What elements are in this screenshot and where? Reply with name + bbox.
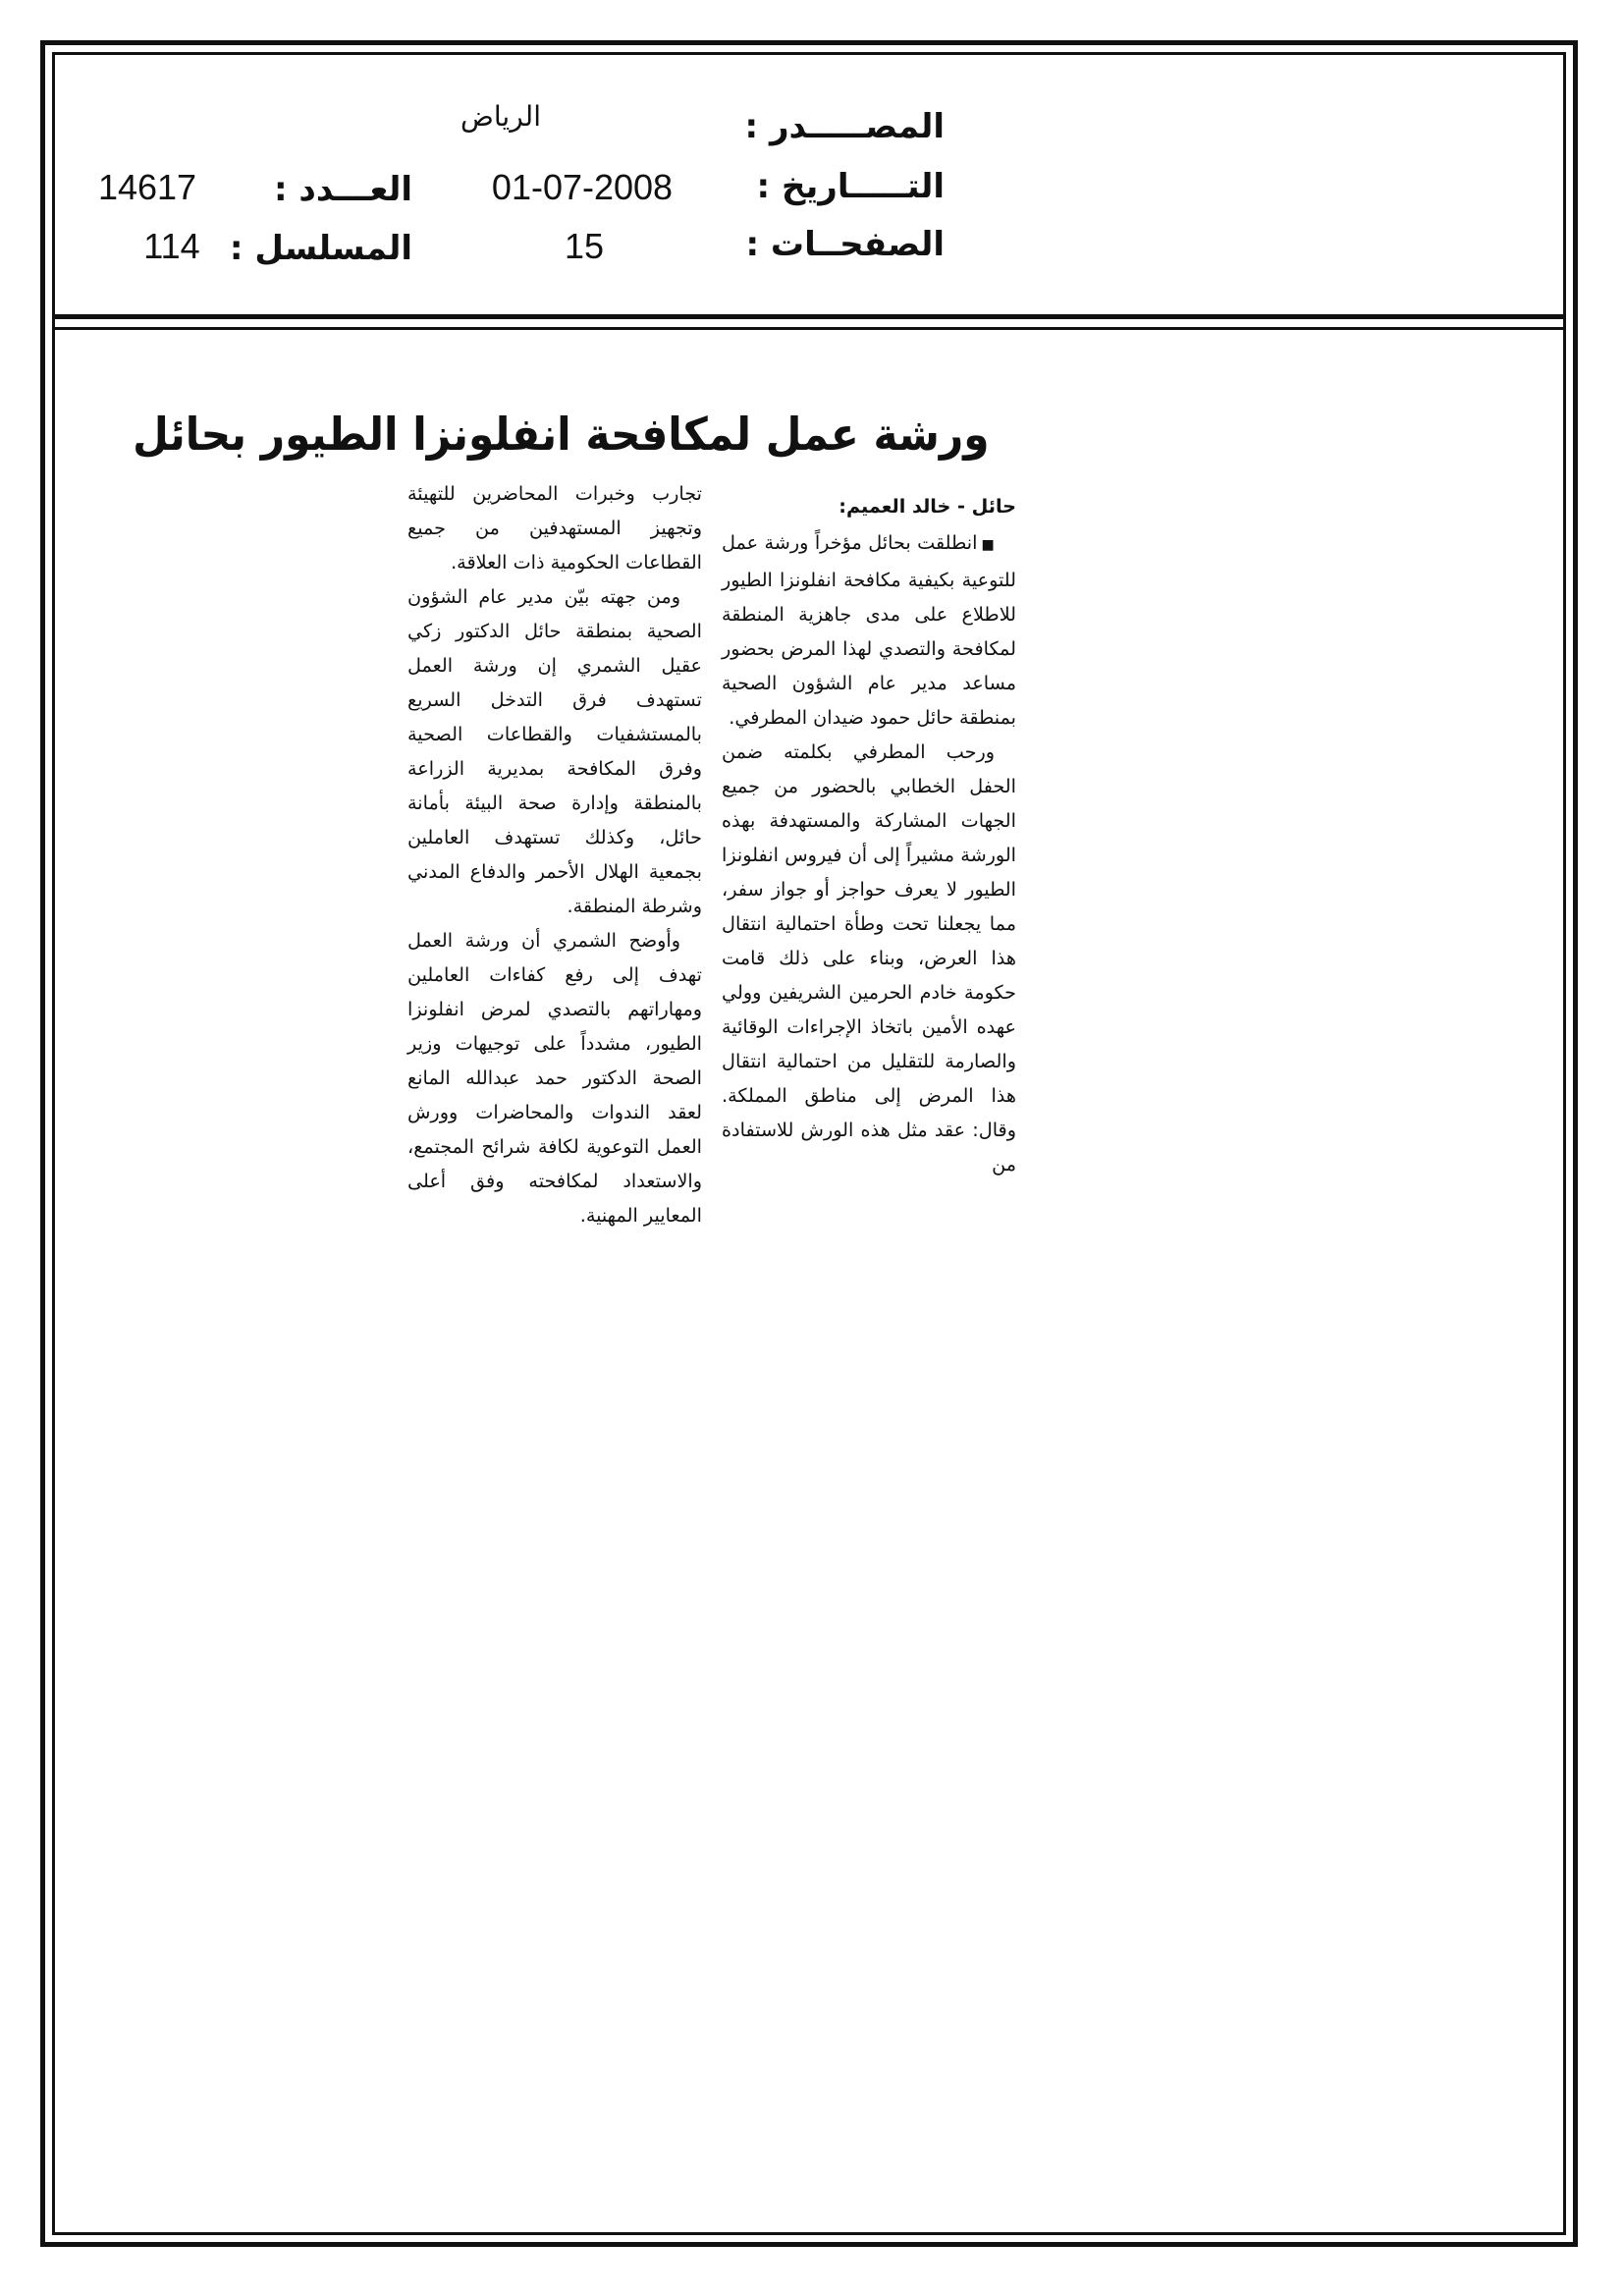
date-label: التـــــاريخ :: [756, 167, 945, 206]
article-byline: حائل - خالد العميم:: [839, 495, 1016, 518]
paragraph: ■انطلقت بحائل مؤخراً ورشة عمل للتوعية بكيفية مكافحة انفلونزا الطيور للاطلاع على مدى جاهزية المنطقة لمكافحة والتصدي لهذا المرض بحضور مساعد مدير عام الشؤون الصحية بمنطقة حائل حمود ضيدان المطرفي.: [722, 531, 1016, 729]
serial-label: المسلسل :: [229, 229, 412, 268]
header-divider: [52, 314, 1566, 319]
paragraph: تجارب وخبرات المحاضرين للتهيئة وتجهيز المستهدفين من جميع القطاعات الحكومية ذات العلاقة.: [407, 482, 702, 574]
pages-label: الصفحــات :: [745, 225, 945, 264]
source-label: المصـــــدر :: [744, 107, 945, 146]
article-headline: ورشة عمل لمكافحة انفلونزا الطيور بحائل: [133, 408, 990, 461]
issue-label: العـــدد :: [274, 170, 412, 209]
bullet-icon: ■: [981, 537, 995, 553]
paragraph: ورحب المطرفي بكلمته ضمن الحفل الخطابي بالحضور من جميع الجهات المشاركة والمستهدفة بهذه الورشة مشيراً إلى أن فيروس انفلونزا الطيور لا يعرف حواجز أو جواز سفر، مما يجعلنا تحت وطأة احتمالية انتقال هذا العرض، وبناء على ذلك قامت حكومة خادم الحرمين الشريفين وولي عهده الأمين باتخاذ الإجراءات الوقائية والصارمة للتقليل من احتمالية انتقال هذا المرض إلى مناطق المملكة. وقال: عقد مثل هذه الورش للاستفادة من: [722, 740, 1016, 1175]
paragraph: ومن جهته بيّن مدير عام الشؤون الصحية بمنطقة حائل الدكتور زكي عقيل الشمري إن ورشة العمل تستهدف فرق التدخل السريع بالمستشفيات والقطاعات الصحية وفرق المكافحة بمديرية الزراعة بالمنطقة وإدارة صحة البيئة بأمانة حائل، وكذلك تستهدف العاملين بجمعية الهلال الأحمر والدفاع المدني وشرطة المنطقة.: [407, 585, 702, 917]
article-column-right: [722, 489, 1016, 1181]
pages-value: 15: [564, 226, 605, 266]
article-column-left: [407, 476, 702, 1232]
header-divider-inner: [52, 327, 1566, 330]
source-value: الرياض: [460, 100, 541, 133]
issue-value: 14617: [97, 167, 197, 207]
date-value: 01-07-2008: [491, 167, 674, 207]
paragraph: وأوضح الشمري أن ورشة العمل تهدف إلى رفع كفاءات العاملين ومهاراتهم بالتصدي لمرض انفلونزا الطيور، مشدداً على توجيهات وزير الصحة الدكتور حمد عبدالله المانع لعقد الندوات والمحاضرات وورش العمل التوعوية لكافة شرائح المجتمع، والاستعداد لمكافحته وفق أعلى المعايير المهنية.: [407, 929, 702, 1227]
serial-value: 114: [143, 226, 200, 266]
